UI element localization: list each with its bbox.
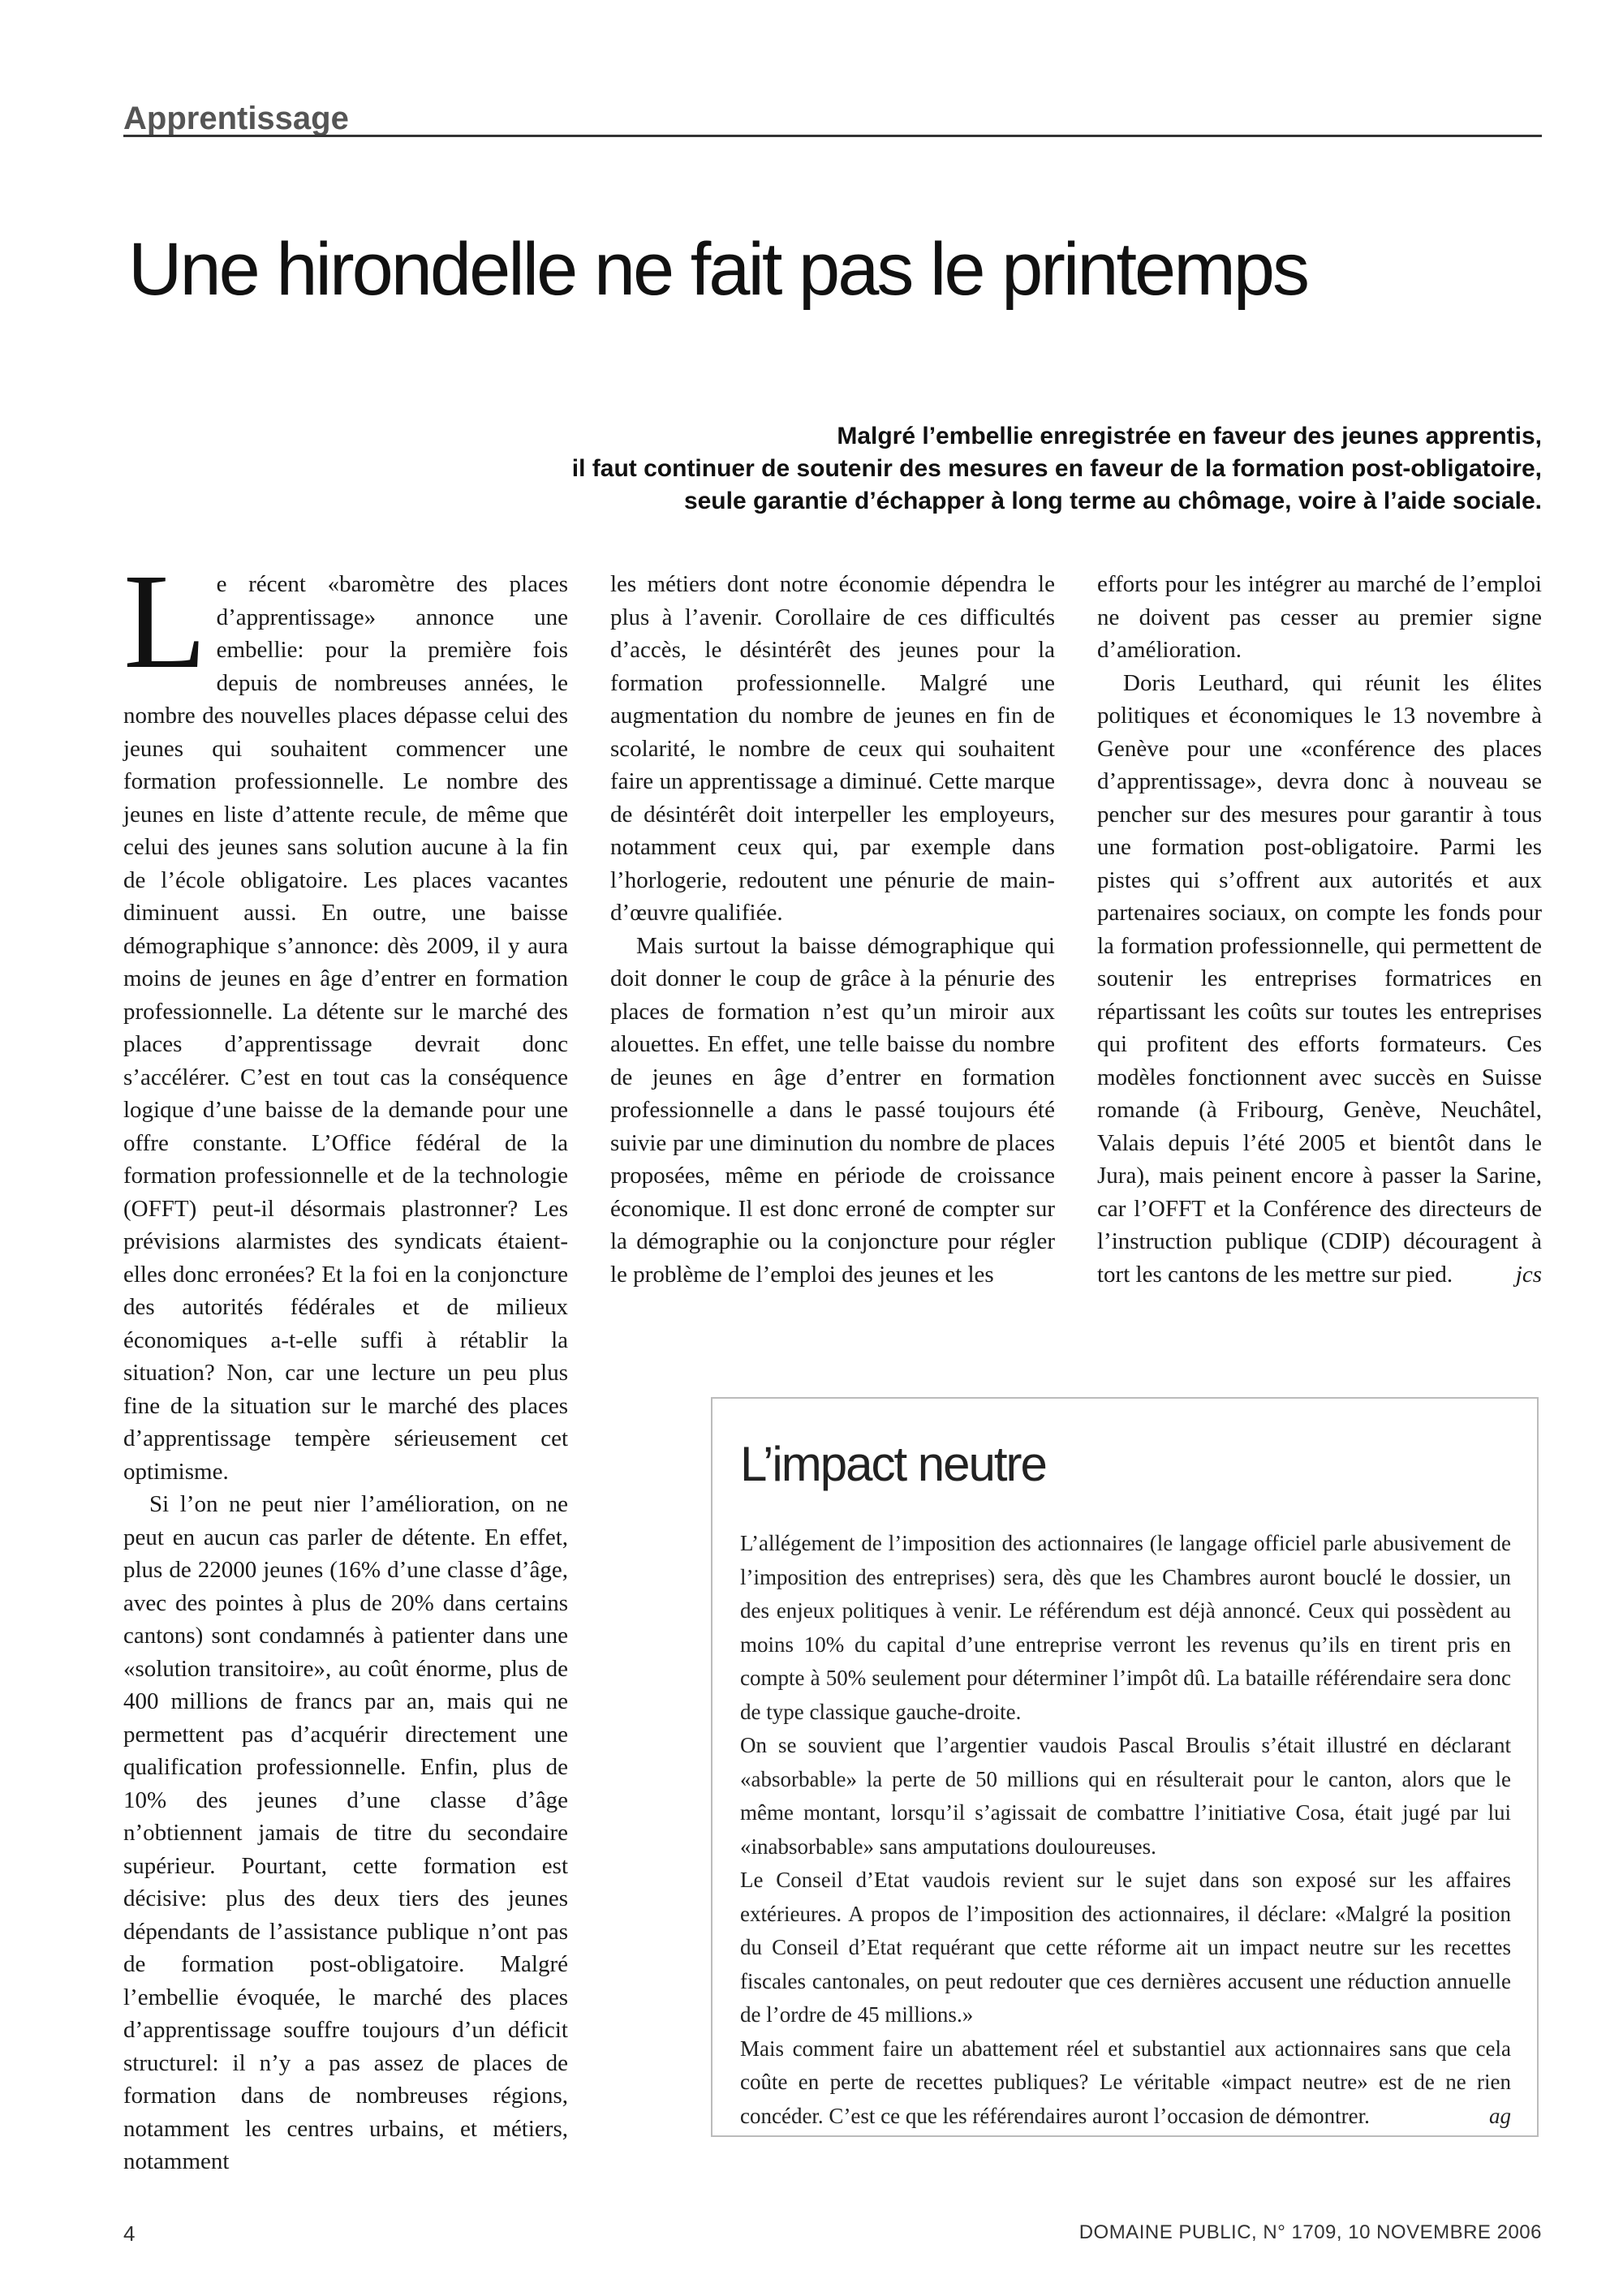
article-column-1 bbox=[123, 546, 568, 2178]
section-rule bbox=[123, 135, 1542, 137]
box-signature: ag bbox=[1489, 2103, 1511, 2128]
sidebar-box bbox=[711, 1397, 1539, 2137]
box-paragraph: On se souvient que l’argentier vaudois Pascal Broulis s’était illustré en déclarant «absorbable» la perte de 50 millions qui en résulterait pour le canton, alors que le même montant, lorsqu’il s’agissait de combattre l’initiative Cosa, était jugé par lui «inabsorbable» sans amputations douloureuses. bbox=[740, 1733, 1511, 1859]
lead-line: seule garantie d’échapper à long terme au chômage, voire à l’aide sociale. bbox=[683, 488, 1542, 514]
paragraph-text: Doris Leuthard, qui réunit les élites politiques et économiques le 13 novembre à Genève pour une «conférence des places d’apprentissage», devra donc à nouveau se pencher sur des mesures pour garantir à tous une formation post-obligatoire. Parmi les pistes qui s’offrent aux autorités et aux partenaires sociaux, on compte les fonds pour la formation professionnelle, qui permettent de soutenir les entreprises formatrices en répartissant les coûts sur toutes les entreprises qui profitent des efforts formateurs. Ces modèles fonctionnent avec succès en Suisse romande (à Fribourg, Genève, Neuchâtel, Valais depuis l’été 2005 et bientôt dans le Jura), mais peinent encore à passer la Sarine, car l’OFFT et la Conférence des directeurs de l’instruction publique (CDIP) découragent à tort les cantons de les mettre sur pied. bbox=[1097, 669, 1542, 1288]
box-paragraph bbox=[740, 2032, 1511, 2134]
lead-line: il faut continuer de soutenir des mesures en faveur de la formation post-obligatoire, bbox=[571, 455, 1542, 482]
box-title: L’impact neutre bbox=[740, 1437, 1046, 1491]
box-paragraph: L’allégement de l’imposition des actionnaires (le langage officiel parle abusivement de l’imposition des entreprises) sera, dès que les Chambres auront bouclé le dossier, un des enjeux politiques à venir. Le référendum est déjà annoncé. Ceux qui possèdent au moins 10% du capital d’une entreprise verront les revenus qu’ils en tirent pris en compte à 50% seulement pour déterminer l’impôt dû. La bataille référendaire sera donc de type classique gauche-droite. bbox=[740, 1531, 1511, 1724]
box-paragraph: Le Conseil d’Etat vaudois revient sur le sujet dans son exposé sur les affaires extérieures. A propos de l’imposition des actionnaires, il déclare: «Malgré la position du Conseil d’Etat requérant que cette réforme ait un impact neutre sur les recettes fiscales cantonales, on peut redouter que ces dernières accusent une réduction annuelle de l’ordre de 45 millions.» bbox=[740, 1868, 1511, 2027]
paragraph bbox=[123, 546, 568, 1488]
paragraph: efforts pour les intégrer au marché de l’emploi ne doivent pas cesser au premier signe d’amélioration. bbox=[1097, 571, 1542, 663]
box-body bbox=[740, 1527, 1511, 2133]
paragraph: les métiers dont notre économie dépendra le plus à l’avenir. Corollaire de ces difficultés d’accès, le désintérêt des jeunes pour la formation professionnelle. Malgré une augmentation du nombre de jeunes en fin de scolarité, le nombre de ceux qui souhaitent faire un apprentissage a diminué. Cette marque de désintérêt doit interpeller les employeurs, notamment ceux qui, par exemple dans l’horlogerie, redoutent une pénurie de main-d’œuvre qualifiée. bbox=[610, 571, 1055, 926]
lead-line: Malgré l’embellie enregistrée en faveur des jeunes apprentis, bbox=[837, 423, 1542, 449]
article-lead bbox=[325, 420, 1542, 518]
page-number: 4 bbox=[123, 2221, 136, 2246]
article-column-3 bbox=[1097, 568, 1542, 1291]
paragraph: Si l’on ne peut nier l’amélioration, on ne peut en aucun cas parler de détente. En effet, plus de 22000 jeunes (16% d’une classe d’âge, avec des pointes à plus de 20% dans certains cantons) sont condamnés à patienter dans une «solution transitoire», au coût énorme, plus de 400 millions de francs par an, mais qui ne permettent pas d’acquérir directement une qualification professionnelle. Enfin, plus de 10% des jeunes d’une classe d’âge n’obtiennent jamais de titre du secondaire supérieur. Pourtant, cette formation est décisive: plus des deux tiers des jeunes dépendants de l’assistance publique n’ont pas de formation post-obligatoire. Malgré l’embellie évoquée, le marché des places d’apprentissage souffre toujours d’un déficit structurel: il n’y a pas assez de places de formation dans de nombreuses régions, notamment les centres urbains, et métiers, notamment bbox=[123, 1491, 568, 2174]
paragraph bbox=[1097, 667, 1542, 1292]
publication-info: DOMAINE PUBLIC, N° 1709, 10 NOVEMBRE 2006 bbox=[1078, 2221, 1542, 2243]
paragraph-text: Mais comment faire un abattement réel et substantiel aux actionnaires sans que cela coûte en perte de recettes publiques? Le véritable «impact neutre» est de ne rien concéder. C’est ce que les référendaires auront l’occasion de démontrer. bbox=[740, 2036, 1511, 2128]
article-column-2 bbox=[610, 568, 1055, 1291]
section-label: Apprentissage bbox=[123, 101, 349, 136]
paragraph-text: e récent «baromètre des places d’apprentissage» annonce une embellie: pour la première fois depuis de nombreuses années, le nombre des nouvelles places dépasse celui des jeunes qui souhaitent commencer une formation professionnelle. Le nombre des jeunes en liste d’attente recule, de même que celui des jeunes sans solution aucune à la fin de l’école obligatoire. Les places vacantes diminuent aussi. En outre, une baisse démographique s’annonce: dès 2009, il y aura moins de jeunes en âge d’entrer en formation professionnelle. La détente sur le marché des places d’apprentissage devrait donc s’accélérer. C’est en tout cas la conséquence logique d’une baisse de la demande pour une offre constante. L’Office fédéral de la formation professionnelle et de la technologie (OFFT) peut-il désormais plastronner? Les prévisions alarmistes des syndicats étaient-elles donc erronées? Et la foi en la conjoncture des autorités fédérales et de milieux économiques a-t-elle suffi à rétablir la situation? Non, car une lecture un peu plus fine de la situation sur le marché des places d’apprentissage tempère sérieusement cet optimisme. bbox=[123, 571, 568, 1485]
article-signature: jcs bbox=[1515, 1261, 1542, 1288]
drop-cap: L bbox=[123, 546, 207, 697]
article-title: Une hirondelle ne fait pas le printemps bbox=[128, 228, 1308, 311]
paragraph: Mais surtout la baisse démographique qui doit donner le coup de grâce à la pénurie des places de formation n’est qu’un miroir aux alouettes. En effet, une telle baisse du nombre de jeunes en âge d’entrer en formation professionnelle a dans le passé toujours été suivie par une diminution du nombre de places proposées, même en période de croissance économique. Il est donc erroné de compter sur la démographie ou la conjoncture pour régler le problème de l’emploi des jeunes et les bbox=[610, 932, 1055, 1288]
